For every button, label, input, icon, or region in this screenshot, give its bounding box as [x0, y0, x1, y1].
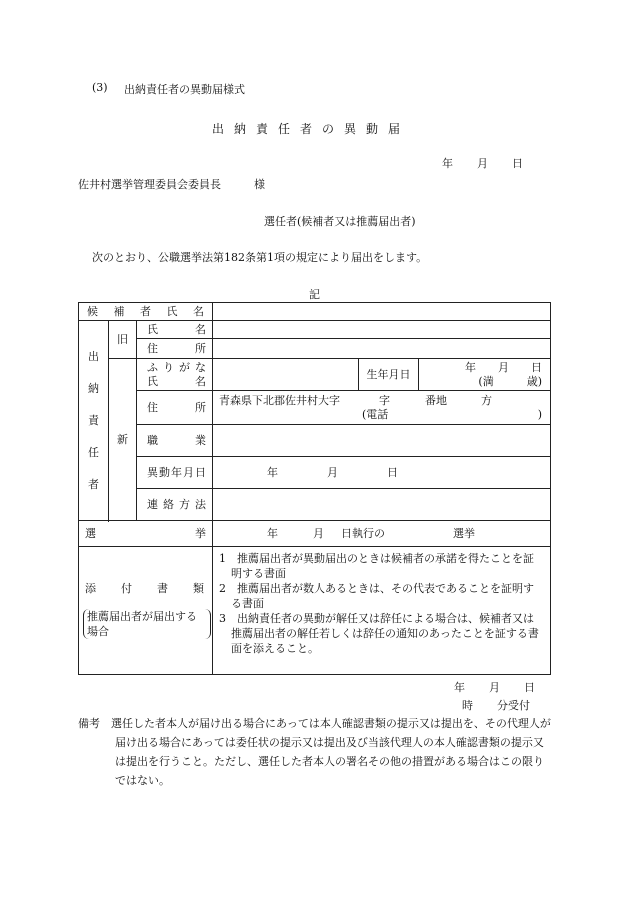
new-name-value[interactable]	[213, 359, 359, 391]
occupation-label: 職業	[137, 425, 213, 457]
remarks-label: 備考	[78, 717, 100, 730]
new-address-label: 住所	[137, 391, 213, 425]
address-prefix: 青森県下北郡佐井村大字	[219, 393, 340, 407]
new-address-value[interactable]	[213, 391, 551, 425]
age: (満 歳)	[478, 374, 542, 388]
change-date-value[interactable]: 年 月 日	[213, 457, 551, 489]
section-title: 出納責任者の異動届様式	[124, 83, 245, 96]
phone-label: (電話	[362, 407, 389, 421]
form-title: 出納責任者の異動届	[212, 122, 411, 136]
addressee: 佐井村選挙管理委員会委員長	[78, 178, 221, 191]
attachment-note-2: 2 推薦届出者が数人あるときは、その代表であることを証明する書面	[219, 582, 534, 610]
attachments-label: 添付書類	[85, 581, 204, 595]
date-day: 日	[512, 157, 523, 170]
election-value[interactable]: 年 月 日執行の 選挙	[213, 521, 551, 547]
address-banchi: 番地	[425, 393, 447, 407]
receipt-hour: 時	[462, 699, 473, 712]
attachment-note-3: 3 出納責任者の異動が解任又は辞任による場合は、候補者又は推薦届出者の解任若しくは辞任の通知のあったことを証する書面を添えること。	[219, 612, 539, 655]
new-name-label: ふりがな 氏名	[137, 359, 213, 391]
treasurer-label: 出 納 責 任 者	[79, 321, 109, 521]
phone-close: )	[537, 407, 542, 421]
date-month: 月	[477, 157, 488, 170]
remarks-text: 選任した者本人が届け出る場合にあっては本人確認書類の提示又は提出を、その代理人が届け出る場合にあっては委任状の提示又は提出及び当該代理人の本人確認書類の提示又は提出を行うこと。ただし、選任した者本人の署名その他の措置がある場合はこの限りではない。	[111, 717, 551, 787]
attachments-label-cell	[79, 547, 213, 675]
receipt-minute: 分受付	[497, 699, 530, 712]
contact-value[interactable]	[213, 489, 551, 521]
address-kata: 方	[481, 393, 492, 407]
candidate-name-label: 候補者氏名	[79, 303, 213, 321]
candidate-name-value[interactable]	[213, 303, 551, 321]
attachments-notes	[213, 547, 551, 675]
contact-label: 連絡方法	[137, 489, 213, 521]
receipt-month: 月	[489, 681, 500, 694]
occupation-value[interactable]	[213, 425, 551, 457]
address-aza: 字	[379, 393, 390, 407]
receipt-day: 日	[524, 681, 535, 694]
receipt-year: 年	[454, 681, 465, 694]
old-name-value[interactable]	[213, 321, 551, 339]
attachments-sub: 推薦届出者が届出する場合	[83, 609, 211, 639]
intro-text: 次のとおり、公職選挙法第182条第1項の規定により届出をします。	[92, 251, 428, 264]
date-year: 年	[442, 157, 453, 170]
applicant-label: 選任者(候補者又は推薦届出者)	[264, 215, 416, 228]
remarks	[78, 714, 552, 790]
old-address-label: 住所	[137, 339, 213, 359]
birth-date: 年 月 日	[465, 361, 542, 375]
election-label: 選挙	[79, 521, 213, 547]
attachment-note-1: 1 推薦届出者が異動届出のときは候補者の承諾を得たことを証明する書面	[219, 552, 534, 580]
ki-label: 記	[309, 288, 320, 301]
birth-label: 生年月日	[359, 359, 419, 391]
section-number: (3)	[92, 81, 108, 94]
change-date-label: 異動年月日	[137, 457, 213, 489]
birth-value[interactable]	[419, 359, 551, 391]
new-label: 新	[109, 359, 137, 521]
addressee-honorific: 様	[254, 178, 265, 191]
old-label: 旧	[109, 321, 137, 359]
old-address-value[interactable]	[213, 339, 551, 359]
treasurer-change-table	[78, 302, 551, 675]
old-name-label: 氏名	[137, 321, 213, 339]
